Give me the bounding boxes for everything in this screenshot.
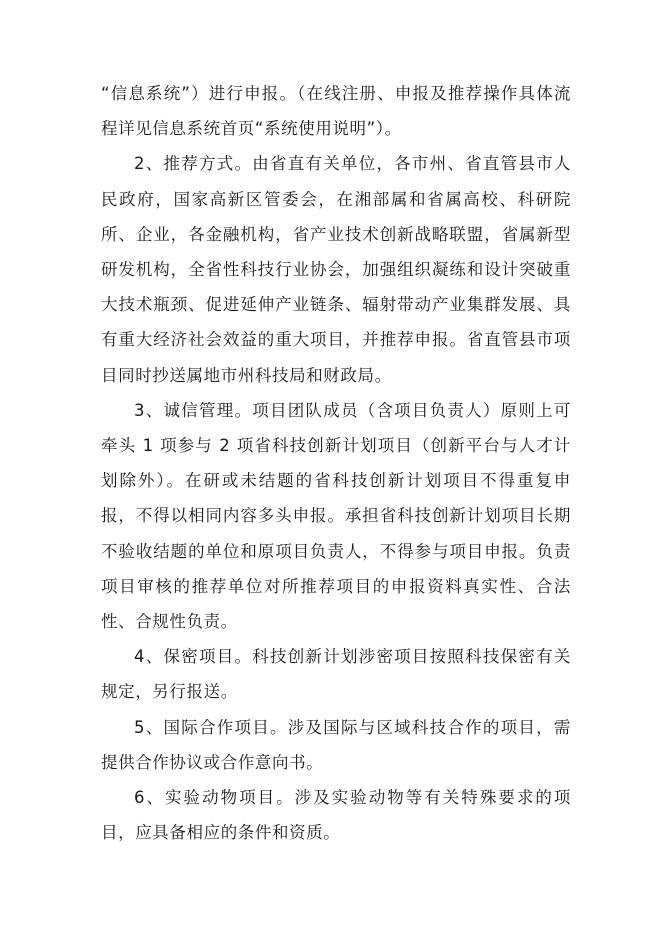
document-body [101,76,571,850]
paragraph-confidential-projects: 4、保密项目。科技创新计划涉密项目按照科技保密有关规定，另行报送。 [101,647,571,702]
paragraph-international-cooperation: 5、国际合作项目。涉及国际与区域科技合作的项目，需提供合作协议或合作意向书。 [101,717,571,772]
paragraph-continuation: “信息系统”）进行申报。（在线注册、申报及推荐操作具体流程详见信息系统首页“系统使用说明”）。 [101,84,571,139]
paragraph-recommendation-method: 2、推荐方式。由省直有关单位，各市州、省直管县市人民政府，国家高新区管委会，在湘部属和省属高校、科研院所、企业，各金融机构，省产业技术创新战略联盟，省属新型研发机构，全省性科技行业协会，加强组织凝练和设计突破重大技术瓶颈、促进延伸产业链条、辐射带动产业集群发展、具有重大经济社会效益的重大项目，并推荐申报。省直管县市项目同时抄送属地市州科技局和财政局。 [101,154,571,385]
paragraph-laboratory-animals: 6、实验动物项目。涉及实验动物等有关特殊要求的项目，应具备相应的条件和资质。 [101,788,571,843]
paragraph-integrity-management: 3、诚信管理。项目团队成员（含项目负责人）原则上可牵头 1 项参与 2 项省科技创新计划项目（创新平台与人才计划除外）。在研或未结题的省科技创新计划项目不得重复申报，不得以相同内容多头申报。承担省科技创新计划项目长期不验收结题的单位和原项目负责人，不得参与项目申报。负责项目审核的推荐单位对所推荐项目的申报资料真实性、合法性、合规性负责。 [101,400,571,632]
